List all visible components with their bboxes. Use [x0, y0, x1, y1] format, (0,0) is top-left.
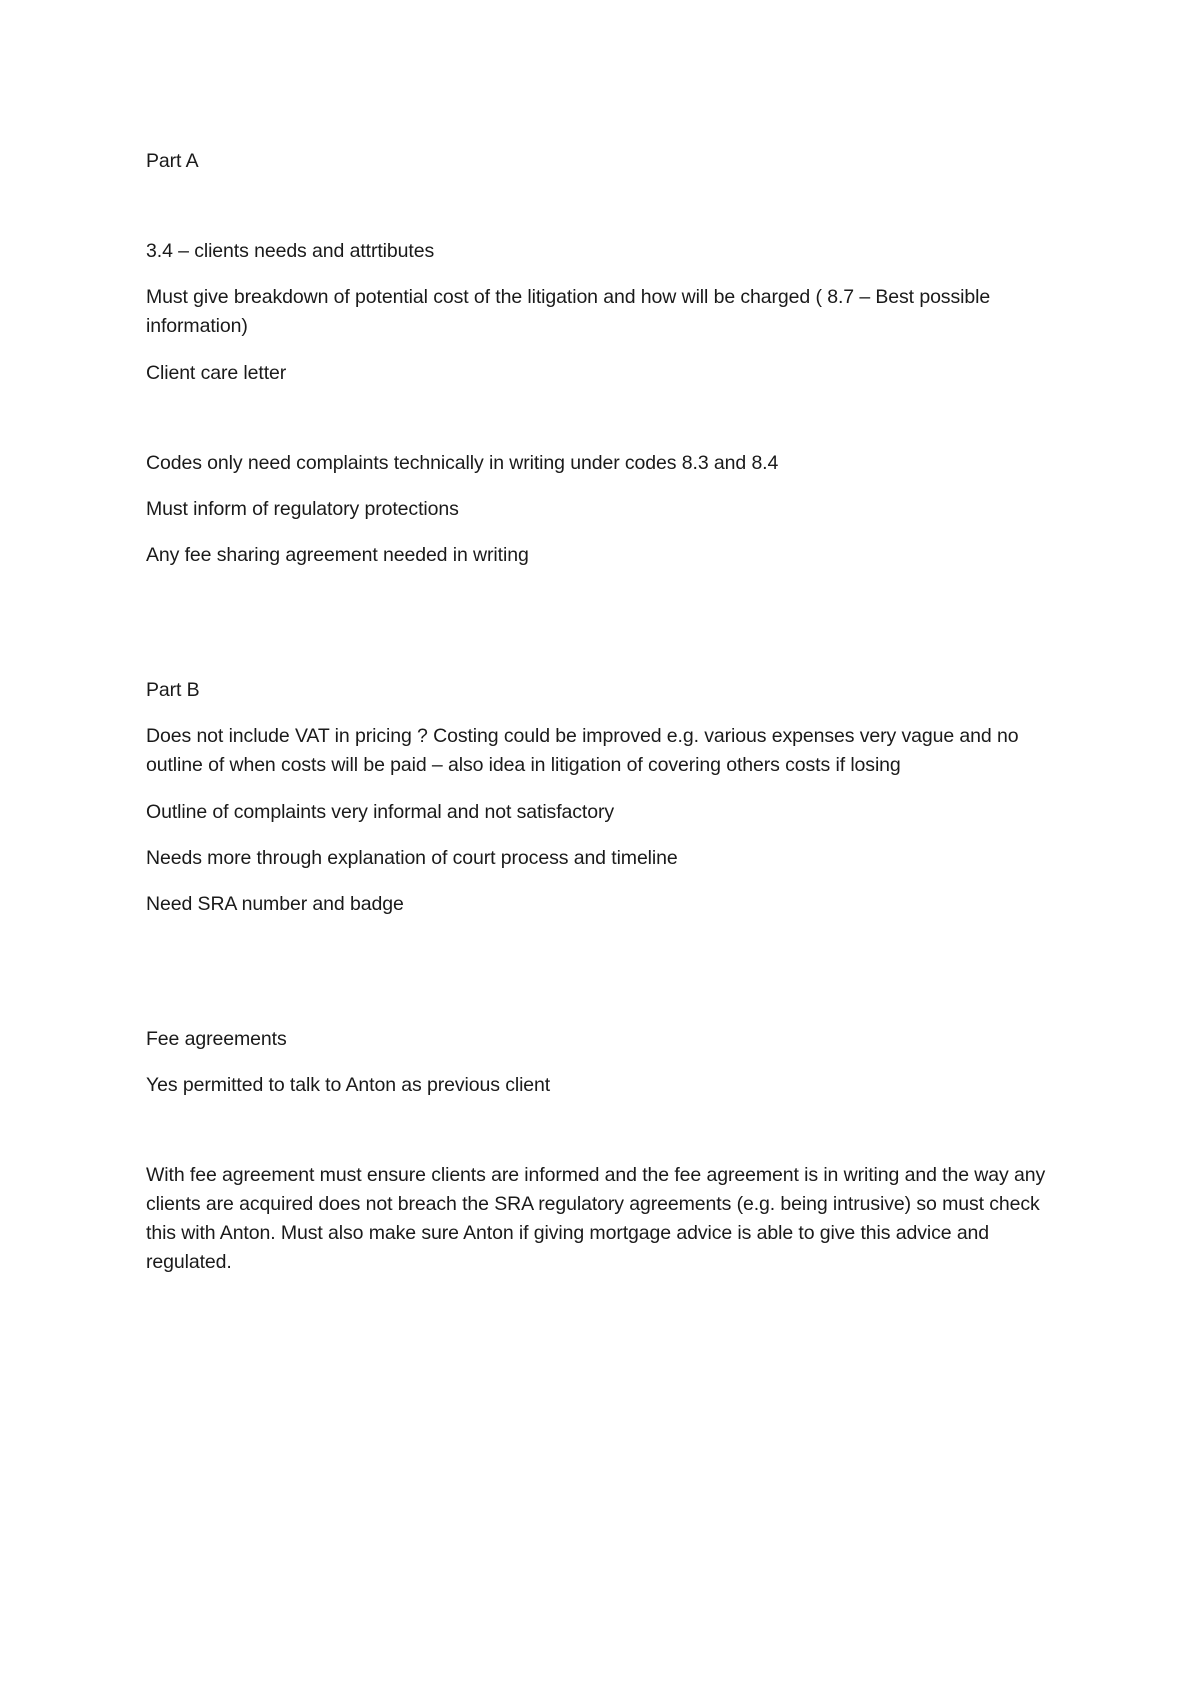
fee-agreements-line-anton: Yes permitted to talk to Anton as previous client: [146, 1074, 551, 1096]
fee-agreements-heading: Fee agreements: [146, 1028, 287, 1050]
part-b-heading: Part B: [146, 679, 200, 701]
part-b-line-complaints: Outline of complaints very informal and not satisfactory: [146, 801, 615, 823]
part-b-line-sra: Need SRA number and badge: [146, 893, 404, 915]
part-a-subheading: 3.4 – clients needs and attrtibutes: [146, 240, 435, 262]
part-a-line-complaints: Codes only need complaints technically in writing under codes 8.3 and 8.4: [146, 452, 779, 474]
part-a-heading: Part A: [146, 150, 199, 172]
part-a-line-fee-sharing: Any fee sharing agreement needed in writing: [146, 544, 529, 566]
part-a-line-cost-breakdown: Must give breakdown of potential cost of the litigation and how will be charged ( 8.7 – Best possible information): [146, 286, 991, 337]
part-b-line-court-process: Needs more through explanation of court process and timeline: [146, 847, 678, 869]
part-b-line-vat: Does not include VAT in pricing ? Costing could be improved e.g. various expenses very vague and no outline of when costs will be paid – also idea in litigation of covering others costs if losing: [146, 725, 1019, 776]
part-a-line-client-care: Client care letter: [146, 362, 287, 384]
part-a-line-regulatory: Must inform of regulatory protections: [146, 498, 459, 520]
fee-agreements-paragraph: With fee agreement must ensure clients are informed and the fee agreement is in writing and the way any clients are acquired does not breach the SRA regulatory agreements (e.g. being intrusive) so must check this with Anton. Must also make sure Anton if giving mortgage advice is able to give this advice and regulated.: [146, 1164, 1046, 1273]
